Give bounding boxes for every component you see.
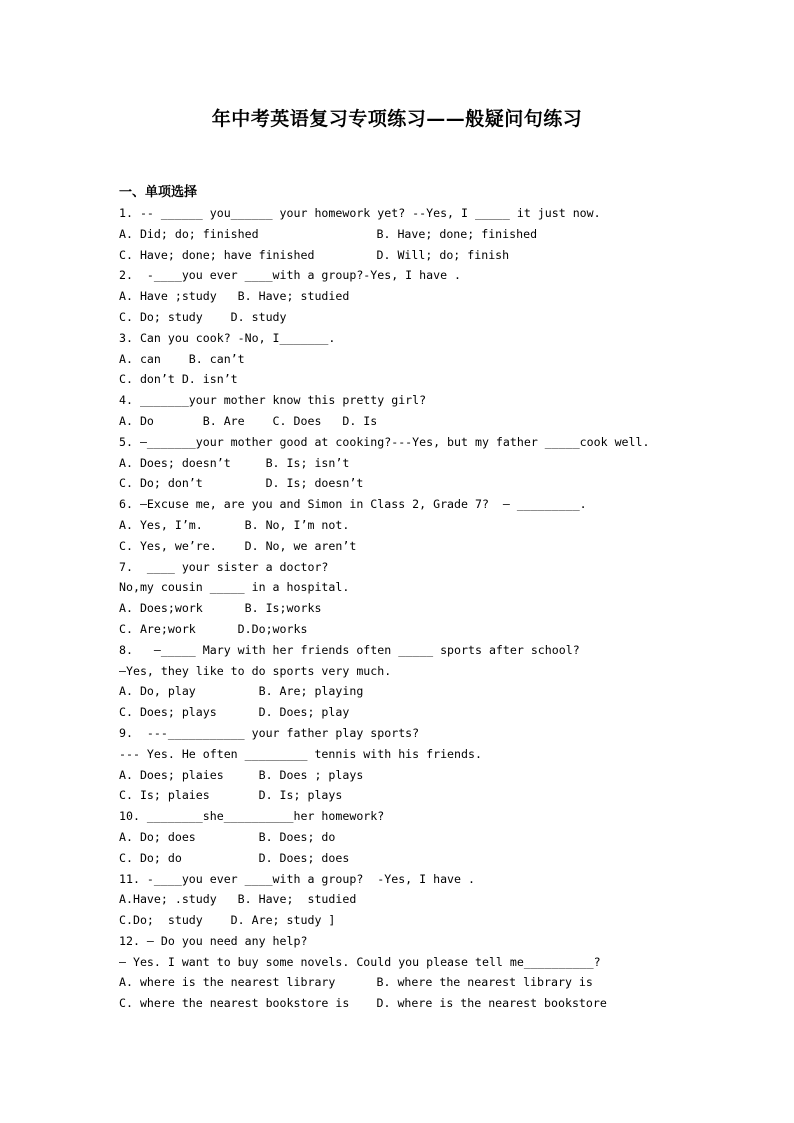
line-text: — Yes. I want to buy some novels. Could you please tell me__________? <box>119 954 601 969</box>
text-line <box>119 952 739 973</box>
line-text: A. Yes, I’m. B. No, I’m not. <box>119 517 350 532</box>
text-line <box>119 203 739 224</box>
question-list <box>119 203 739 1014</box>
line-text: 6. —Excuse me, are you and Simon in Class 2, Grade 7? — _________. <box>119 497 587 512</box>
line-text: A. Does; plaies B. Does ; plays <box>119 767 364 782</box>
text-line <box>119 910 739 931</box>
text-line <box>119 557 739 578</box>
line-text: A. Do, play B. Are; playing <box>119 684 364 699</box>
line-text: A. can B. can’t <box>119 351 245 366</box>
text-line <box>119 889 739 910</box>
line-text: —Yes, they like to do sports very much. <box>119 663 392 678</box>
text-line <box>119 765 739 786</box>
text-line <box>119 307 739 328</box>
text-line <box>119 286 739 307</box>
text-line <box>119 931 739 952</box>
text-line <box>119 972 739 993</box>
text-line <box>119 640 739 661</box>
line-text: 5. —_______your mother good at cooking?---Yes, but my father _____cook well. <box>119 434 650 449</box>
line-text: A. Have ;study B. Have; studied <box>119 289 350 304</box>
text-line <box>119 785 739 806</box>
line-text: 2. -____you ever ____with a group?-Yes, I have . <box>119 268 462 283</box>
text-line <box>119 432 739 453</box>
line-text: 4. _______your mother know this pretty girl? <box>119 393 427 408</box>
line-text: A. Does;work B. Is;works <box>119 601 322 616</box>
line-text: C. Do; study D. study <box>119 309 287 324</box>
line-text: A. Do B. Are C. Does D. Is <box>119 413 378 428</box>
line-text: C. don’t D. isn’t <box>119 372 238 387</box>
text-line <box>119 349 739 370</box>
text-line <box>119 744 739 765</box>
text-line <box>119 265 739 286</box>
line-text: 1. -- ______ you______ your homework yet? --Yes, I _____ it just now. <box>119 206 601 220</box>
line-text: 3. Can you cook? -No, I_______. <box>119 330 336 345</box>
text-line <box>119 993 739 1014</box>
line-text: 7. ____ your sister a doctor? <box>119 559 329 574</box>
line-text: 10. ________she__________her homework? <box>119 809 385 824</box>
text-line <box>119 598 739 619</box>
text-line <box>119 806 739 827</box>
text-line <box>119 827 739 848</box>
text-line <box>119 515 739 536</box>
line-text: C. Do; do D. Does; does <box>119 850 350 865</box>
line-text: C. Does; plays D. Does; play <box>119 705 350 720</box>
text-line <box>119 869 739 890</box>
line-text-column-2: D. where is the nearest bookstore <box>376 996 607 1011</box>
text-line <box>119 245 739 266</box>
line-text: A. Does; doesn’t B. Is; isn’t <box>119 455 350 470</box>
line-text: --- Yes. He often _________ tennis with his friends. <box>119 746 482 761</box>
line-text: No,my cousin _____ in a hospital. <box>119 580 350 595</box>
line-text: A. Do; does B. Does; do <box>119 829 336 844</box>
text-line <box>119 681 739 702</box>
line-text: 8. —_____ Mary with her friends often _____ sports after school? <box>119 642 580 657</box>
line-text: A. where is the nearest library <box>119 975 336 990</box>
page-title: 年中考英语复习专项练习——般疑问句练习 <box>211 108 583 130</box>
text-line <box>119 723 739 744</box>
line-text: C. Have; done; have finished <box>119 247 315 262</box>
line-text: C. Do; don’t D. Is; doesn’t <box>119 476 364 491</box>
text-line <box>119 577 739 598</box>
line-text: A.Have; .study B. Have; studied <box>119 892 357 907</box>
line-text: C. where the nearest bookstore is <box>119 996 350 1011</box>
line-text: C. Yes, we’re. D. No, we aren’t <box>119 538 357 553</box>
text-line <box>119 453 739 474</box>
text-line <box>119 494 739 515</box>
section-heading: 一、单项选择 <box>119 185 198 200</box>
line-text: C. Is; plaies D. Is; plays <box>119 788 343 803</box>
text-line <box>119 702 739 723</box>
line-text-column-2: B. Have; done; finished <box>376 226 538 241</box>
text-line <box>119 848 739 869</box>
line-text: C.Do; study D. Are; study ] <box>119 913 336 928</box>
text-line <box>119 328 739 349</box>
text-line <box>119 473 739 494</box>
line-text: C. Are;work D.Do;works <box>119 621 308 636</box>
line-text: 9. ---___________ your father play sports? <box>119 725 420 740</box>
line-text-column-2: B. where the nearest library is <box>376 975 593 990</box>
text-line <box>119 390 739 411</box>
text-line <box>119 369 739 390</box>
text-line <box>119 661 739 682</box>
line-text: 11. -____you ever ____with a group? -Yes, I have . <box>119 871 475 886</box>
line-text-column-2: D. Will; do; finish <box>376 247 510 262</box>
line-text: A. Did; do; finished <box>119 226 259 241</box>
text-line <box>119 536 739 557</box>
text-line <box>119 411 739 432</box>
text-line <box>119 619 739 640</box>
text-line <box>119 224 739 245</box>
line-text: 12. — Do you need any help? <box>119 933 308 948</box>
